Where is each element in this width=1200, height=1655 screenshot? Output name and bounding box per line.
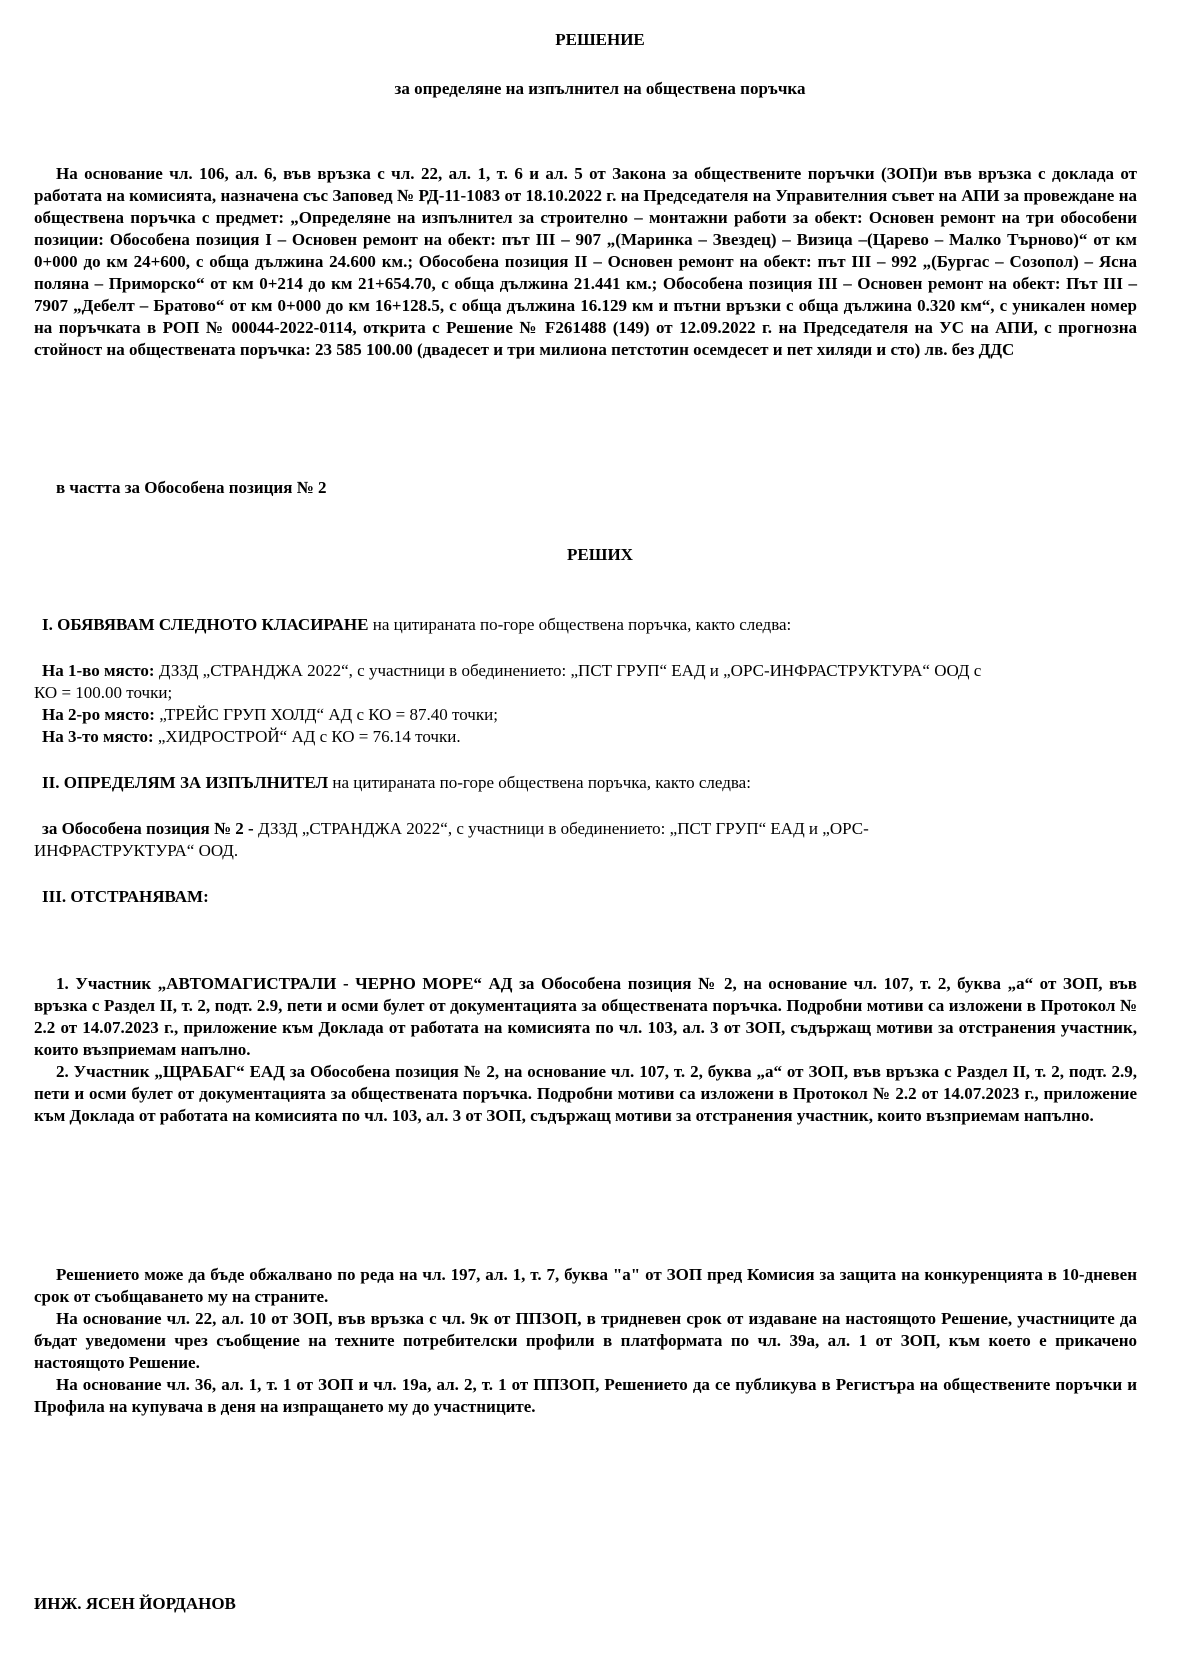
place-3-text: „ХИДРОСТРОЙ“ АД с КО = 76.14 точки.: [153, 727, 461, 746]
notification-paragraph: [34, 1308, 1137, 1374]
contractor-line: [42, 818, 1152, 840]
place-2-text: „ТРЕЙС ГРУП ХОЛД“ АД с КО = 87.40 точки;: [154, 705, 498, 724]
contractor-label: за Обособена позиция № 2 -: [42, 819, 254, 838]
section1-heading-tail: на цитираната по-горе обществена поръчка, както следва:: [368, 615, 792, 634]
section1-heading-bold: I. ОБЯВЯВАМ СЛЕДНОТО КЛАСИРАНЕ: [42, 615, 369, 634]
section2-heading-bold: II. ОПРЕДЕЛЯМ ЗА ИЗПЪЛНИТЕЛ: [42, 773, 329, 792]
place-3-label: На 3-то място:: [42, 727, 154, 746]
publication-text: На основание чл. 36, ал. 1, т. 1 от ЗОП и чл. 19а, ал. 2, т. 1 от ППЗОП, Решението да се публикува в Регистъра на обществените поръчки и Профила на купувача в деня на изпращането му до участниците.: [34, 1375, 1137, 1416]
decided-heading: РЕШИХ: [567, 545, 633, 564]
section2-heading: [42, 772, 1152, 794]
place-1-text: ДЗЗД „СТРАНДЖА 2022“, с участници в обединението: „ПСТ ГРУП“ ЕАД и „ОРС-ИНФРАСТРУКТУРА“ ООД с: [154, 661, 982, 680]
contractor-continued: ИНФРАСТРУКТУРА“ ООД.: [34, 841, 239, 860]
section2-heading-tail: на цитираната по-горе обществена поръчка, както следва:: [328, 773, 751, 792]
publication-paragraph: [34, 1374, 1137, 1418]
document-subtitle: за определяне на изпълнител на обществена поръчка: [394, 79, 806, 98]
place-1: [42, 660, 1152, 682]
place-1-label: На 1-во място:: [42, 661, 155, 680]
excluded-participant-1-text: 1. Участник „АВТОМАГИСТРАЛИ - ЧЕРНО МОРЕ“ АД за Обособена позиция № 2, на основание чл. 107, т. 2, буква „а“ от ЗОП, във връзка с Раздел II, т. 2, подт. 2.9, пети и осми булет от документацията за обществената поръчка. Подробни мотиви са изложени в Протокол № 2.2 от 14.07.2023 г., приложение към Доклада от работата на комисията по чл. 103, ал. 3 от ЗОП, съдържащ мотиви за отстранения участник, които възприемам напълно.: [34, 974, 1137, 1059]
excluded-participant-1: [34, 973, 1137, 1061]
basis-text: На основание чл. 106, ал. 6, във връзка с чл. 22, ал. 1, т. 6 и ал. 5 от Закона за обществените поръчки (ЗОП)и във връзка с доклада от работата на комисията, назначена със Заповед № РД-11-1083 от 18.10.2022 г. на Председателя на Управителния съвет на АПИ за провеждане на обществена поръчка с предмет: „Определяне на изпълнител за строително – монтажни работи за обект: Основен ремонт на три обособени позиции: Обособена позиция I – Основен ремонт на обект: път III – 907 „(Маринка – Звездец) – Визица –(Царево – Малко Търново)“ от км 0+000 до км 24+600, с обща дължина 24.600 км.; Обособена позиция II – Основен ремонт на обект: път III – 992 „(Бургас – Созопол) – Ясна поляна – Приморско“ от км 0+214 до км 21+654.70, с обща дължина 21.441 км.; Обособена позиция III – Основен ремонт на обект: Път III – 7907 „Дебелт – Братово“ от км 0+000 до км 16+128.5, с обща дължина 16.129 км и пътни връзки с обща дължина 0.320 км“, с уникален номер на поръчката в РОП № 00044-2022-0114, открита с Решение № F261488 (149) от 12.09.2022 г. на Председателя на УС на АПИ, с прогнозна стойност на обществената поръчка: 23 585 100.00 (двадесет и три милиона петстотин осемдесет и пет хиляди и сто) лв. без ДДС: [34, 164, 1137, 359]
contractor-text: ДЗЗД „СТРАНДЖА 2022“, с участници в обединението: „ПСТ ГРУП“ ЕАД и „ОРС-: [253, 819, 869, 838]
appeal-text: Решението може да бъде обжалвано по реда на чл. 197, ал. 1, т. 7, буква "а" от ЗОП пред Комисия за защита на конкуренцията в 10-дневен срок от съобщаването му на страните.: [34, 1265, 1137, 1306]
scope-line: в частта за Обособена позиция № 2: [56, 478, 327, 497]
basis-paragraph: [34, 163, 1137, 361]
appeal-paragraph: [34, 1264, 1137, 1308]
section3-heading: III. ОТСТРАНЯВАМ:: [42, 887, 209, 906]
excluded-participant-2: [34, 1061, 1137, 1127]
place-2-label: На 2-ро място:: [42, 705, 155, 724]
document-title: РЕШЕНИЕ: [555, 30, 645, 49]
place-1-continued: КО = 100.00 точки;: [34, 683, 173, 702]
signatory-name: ИНЖ. ЯСЕН ЙОРДАНОВ: [34, 1594, 236, 1613]
excluded-participant-2-text: 2. Участник „ЩРАБАГ“ ЕАД за Обособена позиция № 2, на основание чл. 107, т. 2, буква „а“ от ЗОП, във връзка с Раздел II, т. 2, подт. 2.9, пети и осми булет от документацията за обществената поръчка. Подробни мотиви са изложени в Протокол № 2.2 от 14.07.2023 г., приложение към Доклада от работата на комисията по чл. 103, ал. 3 от ЗОП, съдържащ мотиви за отстранения участник, които възприемам напълно.: [34, 1062, 1137, 1125]
section1-heading: [42, 614, 1152, 636]
place-3: [42, 726, 1152, 748]
place-2: [42, 704, 1152, 726]
notification-text: На основание чл. 22, ал. 10 от ЗОП, във връзка с чл. 9к от ППЗОП, в тридневен срок от издаване на настоящото Решение, участниците да бъдат уведомени чрез съобщение на техните потребителски профили в платформата по чл. 39а, ал. 1 от ЗОП, към което е прикачено настоящото Решение.: [34, 1309, 1137, 1372]
